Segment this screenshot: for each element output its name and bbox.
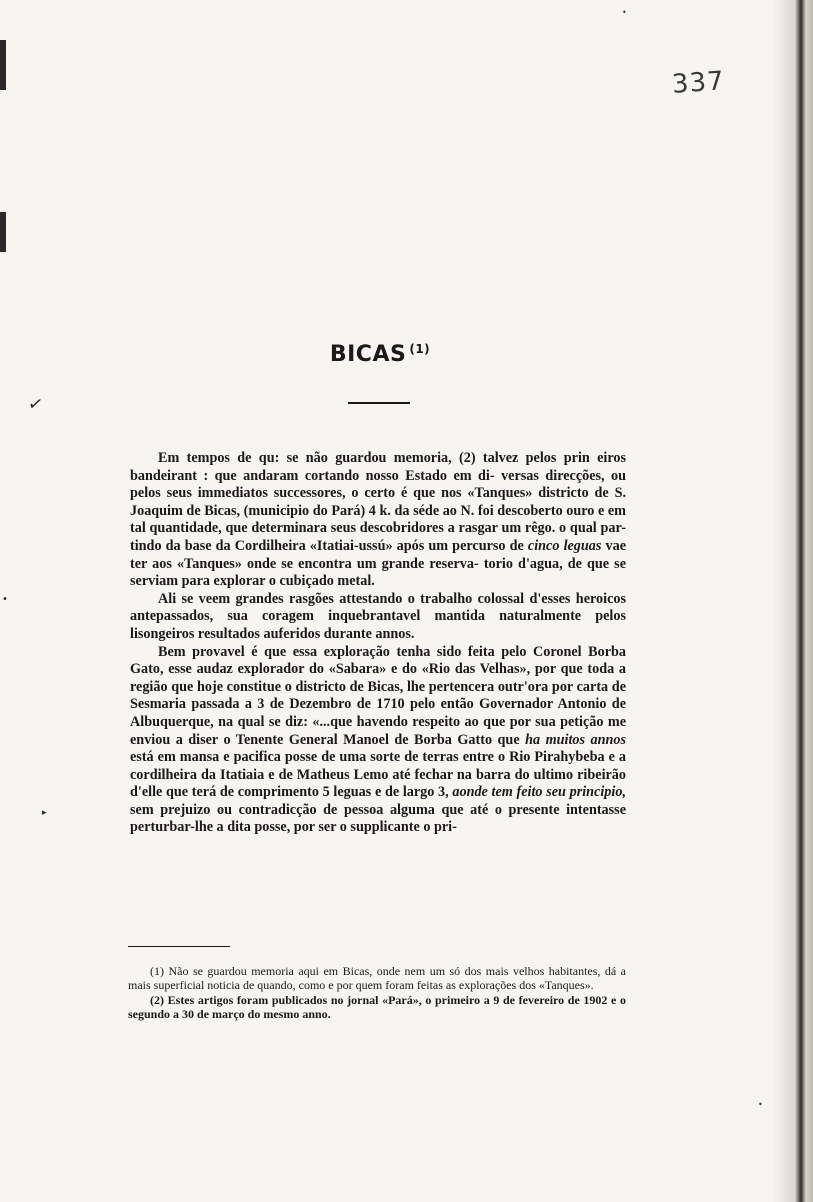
left-edge-mark <box>0 212 6 252</box>
text-line: Em tempos de qu: se não guardou memoria, (2) talvez pelos <box>158 450 557 466</box>
paragraph-1 <box>130 450 626 591</box>
margin-dot: • <box>2 594 8 605</box>
footnote-divider <box>128 946 230 947</box>
margin-dot: • <box>758 1100 763 1109</box>
margin-dot: • <box>622 8 627 17</box>
footnote-marker: (2) <box>150 992 164 1007</box>
footnote-1 <box>128 964 626 993</box>
text-line: prin eiros bandeirant : que andaram cortando nosso Estado em di- <box>130 450 627 484</box>
italic-phrase: aonde tem feito seu principio, <box>452 784 626 801</box>
italic-phrase: ha muitos annos <box>525 731 626 748</box>
margin-dot: ▸ <box>42 808 47 818</box>
paragraph-3 <box>130 644 626 838</box>
text-run: está em mansa e pacifica posse de uma sorte de terras entre o Rio Pirahybeba e a cordilheira da Itatiaia e de Matheus Lemo até fechar na barra do ultimo ribeirão d'elle que terá de comprimento 5 leguas e de largo 3, <box>130 749 626 801</box>
page-title <box>0 342 760 367</box>
paragraph-2: Ali se veem grandes rasgões attestando o trabalho colossal d'esses heroicos antepassados, sua coragem inquebrantavel mantida naturalmente pelos lisongeiros resultados auferidos durante annos. <box>130 590 626 642</box>
footnotes <box>128 964 626 1022</box>
text-line: Pará) 4 k. da séde ao N. foi descoberto ouro e em tal quantidade, <box>130 502 626 537</box>
text-line: vae ter aos «Tanques» onde se encontra um grande reserva- <box>130 537 626 572</box>
text-line: que nos «Tanques» districto de S. Joaquim de Bicas, (municipio do <box>130 485 627 519</box>
footnote-text: Não se guardou memoria aqui em Bicas, onde nem um só dos mais velhos habitantes, dá a mais superficial noticia de quando, como e por quem foram feitas as explorações dos «Tanques». <box>128 964 627 993</box>
footnote-2 <box>128 993 626 1022</box>
left-edge-mark <box>0 40 6 90</box>
article-body <box>130 450 626 837</box>
text-line: versas direcções, ou pelos seus immediatos successores, o certo é <box>130 467 627 502</box>
title-text: BICAS <box>329 342 407 367</box>
text-line: tindo da base da Cordilheira «Itatiai-ussú» após um percurso de <box>130 537 528 554</box>
text-run: sem prejuizo ou contradicção de pessoa alguma que até o presente intentasse perturbar-lhe a dita posse, por ser o supplicante o pri- <box>130 801 626 836</box>
text-run: Bem provavel é que essa exploração tenha sido feita pelo Coronel Borba Gato, esse audaz explorador do «Sabara» e do «Rio das Velhas», por que toda a região que hoje constitue o districto de Bicas, lhe pertencera outr'ora por carta de Sesmaria passada a 3 de Dezembro de 1710 pelo então Governador Antonio de Albuquerque, na qual se diz: «...que havendo respeito ao que por sua petição me enviou a diser o Tenente General Manoel de Borba Gatto que <box>130 643 626 748</box>
italic-phrase: cinco <box>527 537 560 554</box>
footnote-marker: (1) <box>150 964 164 978</box>
title-footnote-ref: (1) <box>409 342 431 356</box>
text-line: que determinara seus descobridores a rasgar um rêgo. o qual par- <box>225 520 627 537</box>
page-binding-edge <box>773 0 813 1202</box>
text-line: torio d'agua, de que se serviam para explorar o cubiçado metal. <box>130 555 626 590</box>
footnote-text: Estes artigos foram publicados no jornal «Pará», o primeiro a 9 de fevereiro de 1902 e o segundo a 30 de março do mesmo anno. <box>128 992 626 1022</box>
title-divider <box>348 402 410 404</box>
check-mark: ✓ <box>26 392 45 417</box>
page-number: 337 <box>671 66 726 100</box>
italic-phrase: leguas <box>563 537 602 554</box>
